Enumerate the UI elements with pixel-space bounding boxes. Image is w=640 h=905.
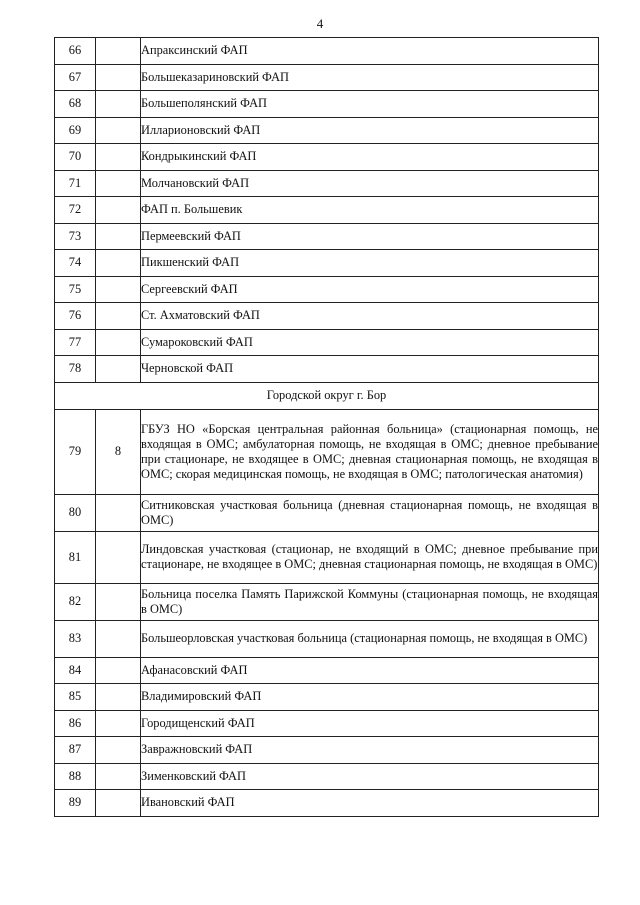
row-number: 80 [55,494,96,531]
row-number: 77 [55,329,96,356]
row-name: Черновской ФАП [141,356,599,383]
row-number: 82 [55,583,96,620]
table-row [55,223,599,250]
row-name: Большеорловская участковая больница (стационарная помощь, не входящая в ОМС) [141,620,599,657]
row-name: Сумароковский ФАП [141,329,599,356]
row-number: 84 [55,657,96,684]
table-row [55,531,599,583]
table-row [55,303,599,330]
row-number: 69 [55,117,96,144]
row-code [96,531,141,583]
table-row [55,197,599,224]
row-code: 8 [96,409,141,494]
row-name: Афанасовский ФАП [141,657,599,684]
row-name: Большеказариновский ФАП [141,64,599,91]
section-header-row [55,382,599,409]
row-code [96,250,141,277]
row-number: 67 [55,64,96,91]
row-number: 86 [55,710,96,737]
row-code [96,620,141,657]
page-number: 4 [316,16,324,31]
row-code [96,91,141,118]
row-number: 87 [55,737,96,764]
table-row [55,144,599,171]
table-row [55,583,599,620]
row-code [96,38,141,65]
row-code [96,763,141,790]
row-number: 78 [55,356,96,383]
row-name: ГБУЗ НО «Борская центральная районная больница» (стационарная помощь, не входящая в ОМС; амбулаторная помощь, не входящая в ОМС; дневное пребывание при стационаре, не входящее в ОМС; дневная стационарная помощь, не входящая в ОМС; скорая медицинская помощь, не входящая в ОМС; патологическая анатомия) [141,409,599,494]
row-code [96,356,141,383]
table-row [55,91,599,118]
table-row [55,684,599,711]
table-row [55,276,599,303]
row-name: Пикшенский ФАП [141,250,599,277]
row-number: 72 [55,197,96,224]
table-row [55,790,599,817]
table-row [55,657,599,684]
row-code [96,170,141,197]
section-title: Городской округ г. Бор [55,382,599,409]
row-code [96,790,141,817]
table-row [55,329,599,356]
row-name: Завражновский ФАП [141,737,599,764]
row-name: Большеполянский ФАП [141,91,599,118]
table-row [55,409,599,494]
row-number: 89 [55,790,96,817]
row-name: ФАП п. Большевик [141,197,599,224]
row-name: Больница поселка Память Парижской Коммуны (стационарная помощь, не входящая в ОМС) [141,583,599,620]
row-name: Городищенский ФАП [141,710,599,737]
table-row [55,170,599,197]
row-code [96,329,141,356]
row-name: Ситниковская участковая больница (дневная стационарная помощь, не входящая в ОМС) [141,494,599,531]
row-number: 83 [55,620,96,657]
row-name: Пермеевский ФАП [141,223,599,250]
row-code [96,737,141,764]
table-row [55,710,599,737]
row-code [96,710,141,737]
row-code [96,144,141,171]
table-row [55,494,599,531]
row-code [96,223,141,250]
table-row [55,117,599,144]
row-name: Молчановский ФАП [141,170,599,197]
row-name: Ст. Ахматовский ФАП [141,303,599,330]
row-name: Ивановский ФАП [141,790,599,817]
row-number: 66 [55,38,96,65]
table-row [55,64,599,91]
row-code [96,64,141,91]
row-code [96,657,141,684]
row-number: 73 [55,223,96,250]
row-code [96,494,141,531]
row-name: Кондрыкинский ФАП [141,144,599,171]
row-name: Владимировский ФАП [141,684,599,711]
row-number: 76 [55,303,96,330]
facility-table [54,37,599,817]
table-row [55,356,599,383]
row-code [96,583,141,620]
table-row [55,620,599,657]
row-number: 81 [55,531,96,583]
row-number: 74 [55,250,96,277]
row-name: Илларионовский ФАП [141,117,599,144]
row-code [96,276,141,303]
table-row [55,38,599,65]
row-number: 75 [55,276,96,303]
row-name: Зименковский ФАП [141,763,599,790]
row-name: Сергеевский ФАП [141,276,599,303]
row-number: 68 [55,91,96,118]
row-number: 85 [55,684,96,711]
row-name: Линдовская участковая (стационар, не входящий в ОМС; дневное пребывание при стационаре, не входящее в ОМС; дневная стационарная помощь, не входящая в ОМС) [141,531,599,583]
row-code [96,197,141,224]
row-code [96,684,141,711]
table-row [55,737,599,764]
row-number: 71 [55,170,96,197]
table-row [55,763,599,790]
row-number: 79 [55,409,96,494]
row-number: 88 [55,763,96,790]
row-code [96,117,141,144]
table-row [55,250,599,277]
row-code [96,303,141,330]
row-number: 70 [55,144,96,171]
row-name: Апраксинский ФАП [141,38,599,65]
